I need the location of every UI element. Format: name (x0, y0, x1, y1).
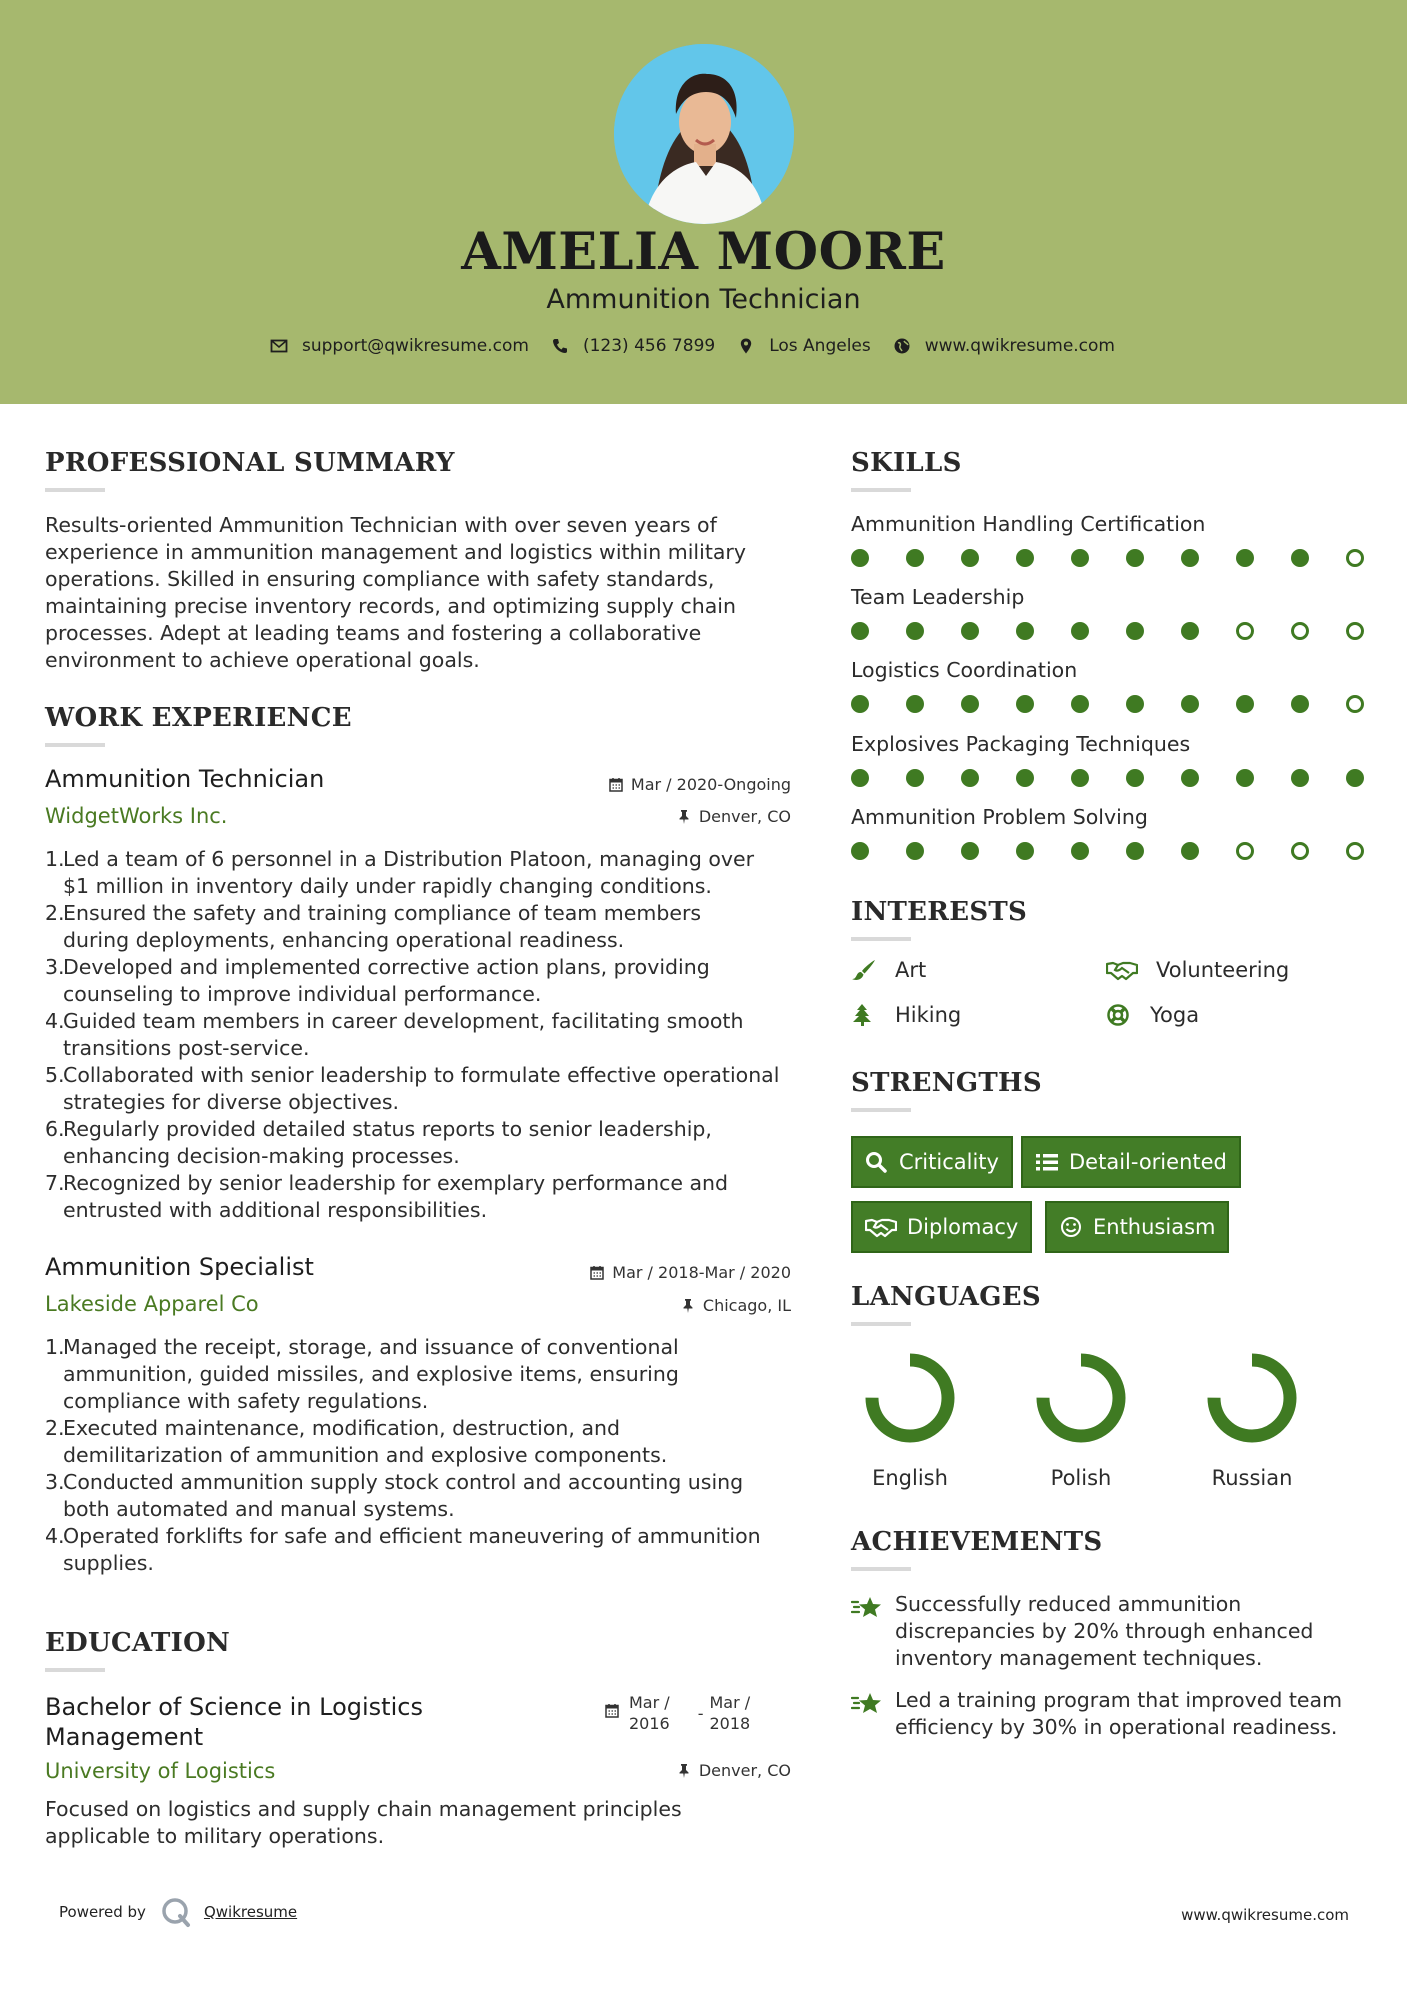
handshake-icon (865, 1216, 897, 1238)
lifebuoy-icon (1106, 1004, 1132, 1026)
rating-dot-filled (1126, 622, 1144, 640)
envelope-icon (270, 337, 288, 355)
rating-dot-empty (1346, 549, 1364, 567)
candidate-name: AMELIA MOORE (461, 222, 946, 282)
paintbrush-icon (851, 959, 877, 981)
rating-dot-filled (851, 842, 869, 860)
star-icon (851, 1593, 883, 1623)
interests-heading: INTERESTS (851, 897, 1028, 927)
strengths-heading: STRENGTHS (851, 1068, 1042, 1098)
summary-text: Results-oriented Ammunition Technician with over seven years of experience in ammunition management and logistics within military operations. Skilled in ensuring compliance with safety standards, maintaining precise inventory records, and optimizing supply chain processes. Adept at leading teams and fostering a collaborative environment to achieve operational goals. (45, 513, 746, 672)
rating-dot-filled (1236, 769, 1254, 787)
resume-header (0, 0, 1407, 404)
list-item: 5. Collaborated with senior leadership to formulate effective operational strategies for diverse objectives. (45, 1063, 780, 1114)
tree-icon (851, 1004, 877, 1026)
language-level-arc (1043, 1360, 1119, 1436)
contact-website[interactable]: www.qwikresume.com (924, 336, 1115, 356)
strength-badge: Detail-oriented (1021, 1136, 1241, 1188)
profile-photo (614, 44, 794, 224)
rating-dot-filled (1071, 769, 1089, 787)
rating-dot-filled (1016, 842, 1034, 860)
rating-dot-filled (961, 695, 979, 713)
rating-dot-filled (1236, 549, 1254, 567)
list-item: 2. Ensured the safety and training compliance of team members during deployments, enhancing operational readiness. (45, 901, 702, 952)
language-ring (1033, 1350, 1129, 1446)
skill-name: Team Leadership (851, 585, 1025, 609)
rating-dot-filled (1071, 842, 1089, 860)
calendar-icon (605, 1703, 619, 1718)
skill-rating (851, 769, 1401, 787)
skill-rating (851, 549, 1401, 567)
language-ring (862, 1350, 958, 1446)
rating-dot-filled (906, 695, 924, 713)
achievements-heading: ACHIEVEMENTS (851, 1527, 1103, 1557)
rating-dot-filled (851, 769, 869, 787)
rating-dot-filled (961, 549, 979, 567)
education-divider (45, 1668, 105, 1672)
language-russian: Russian (1197, 1350, 1307, 1490)
rating-dot-filled (1181, 769, 1199, 787)
pushpin-icon (681, 1298, 695, 1313)
calendar-icon (609, 777, 623, 792)
rating-dot-filled (1016, 622, 1034, 640)
map-marker-icon (737, 337, 755, 355)
rating-dot-filled (961, 769, 979, 787)
job-date: Mar / 2018-Mar / 2020 (590, 1263, 791, 1282)
language-ring (1204, 1350, 1300, 1446)
rating-dot-empty (1291, 622, 1309, 640)
rating-dot-filled (906, 549, 924, 567)
strength-badge: Enthusiasm (1045, 1201, 1229, 1253)
school-name: University of Logistics (45, 1759, 276, 1783)
list-item: 6. Regularly provided detailed status reports to senior leadership, enhancing decision-making processes. (45, 1117, 712, 1168)
list-item: 3. Conducted ammunition supply stock control and accounting using both automated and manual systems. (45, 1470, 744, 1521)
rating-dot-filled (1346, 769, 1364, 787)
rating-dot-empty (1236, 842, 1254, 860)
list-item: 7. Recognized by senior leadership for exemplary performance and entrusted with additional responsibilities. (45, 1171, 729, 1222)
language-polish: Polish (1026, 1350, 1136, 1490)
language-english: English (855, 1350, 965, 1490)
powered-by (59, 1896, 297, 1928)
rating-dot-empty (1291, 842, 1309, 860)
rating-dot-filled (851, 622, 869, 640)
skill-name: Logistics Coordination (851, 658, 1078, 682)
list-icon (1035, 1151, 1059, 1173)
search-icon (865, 1151, 889, 1173)
rating-dot-filled (1126, 769, 1144, 787)
globe-icon (893, 337, 911, 355)
rating-dot-filled (1291, 769, 1309, 787)
achievements-divider (851, 1567, 911, 1571)
language-level-arc (872, 1360, 948, 1436)
contact-bar (0, 336, 1407, 356)
interest-hiking: Hiking (851, 1003, 961, 1027)
contact-phone[interactable]: (123) 456 7899 (582, 336, 716, 356)
rating-dot-filled (1291, 549, 1309, 567)
interest-yoga: Yoga (1106, 1003, 1199, 1027)
experience-divider (45, 743, 105, 747)
interest-art: Art (851, 958, 926, 982)
rating-dot-empty (1346, 695, 1364, 713)
company-name: Lakeside Apparel Co (45, 1292, 259, 1316)
pushpin-icon (677, 809, 691, 824)
star-icon (851, 1689, 883, 1719)
rating-dot-filled (851, 549, 869, 567)
candidate-title: Ammunition Technician (546, 284, 861, 315)
smile-icon (1059, 1216, 1083, 1238)
rating-dot-empty (1346, 622, 1364, 640)
summary-divider (45, 488, 105, 492)
skill-name: Ammunition Problem Solving (851, 805, 1148, 829)
rating-dot-filled (906, 769, 924, 787)
job-date: Mar / 2020-Ongoing (609, 775, 791, 794)
contact-location: Los Angeles (769, 336, 871, 356)
education-dates: Mar / 2016 - Mar / 2018 (605, 1692, 750, 1734)
job-title: Ammunition Specialist (45, 1253, 314, 1281)
calendar-icon (590, 1265, 604, 1280)
company-name: WidgetWorks Inc. (45, 804, 228, 828)
skill-rating (851, 842, 1401, 860)
degree-title: Bachelor of Science in Logistics Management (45, 1693, 423, 1751)
strengths-divider (851, 1108, 911, 1112)
languages-divider (851, 1322, 911, 1326)
skill-rating (851, 695, 1401, 713)
footer-website[interactable]: www.qwikresume.com (1181, 1906, 1349, 1924)
strength-badge: Diplomacy (851, 1201, 1032, 1253)
rating-dot-filled (1016, 769, 1034, 787)
education-heading: EDUCATION (45, 1628, 231, 1658)
rating-dot-filled (906, 842, 924, 860)
rating-dot-empty (1346, 842, 1364, 860)
list-item: 4. Guided team members in career development, facilitating smooth transitions post-service. (45, 1009, 744, 1060)
skill-name: Ammunition Handling Certification (851, 512, 1206, 536)
skill-name: Explosives Packaging Techniques (851, 732, 1191, 756)
summary-heading: PROFESSIONAL SUMMARY (45, 448, 455, 478)
list-item: 3. Developed and implemented corrective action plans, providing counseling to improve individual performance. (45, 955, 710, 1006)
rating-dot-filled (1181, 842, 1199, 860)
job-duties-list (45, 1334, 805, 1577)
list-item: 2. Executed maintenance, modification, destruction, and demilitarization of ammunition and explosive components. (45, 1416, 668, 1467)
rating-dot-filled (1236, 695, 1254, 713)
qwikresume-logo-icon (160, 1896, 192, 1928)
job-duties-list (45, 846, 805, 1224)
list-item: 4. Operated forklifts for safe and efficient maneuvering of ammunition supplies. (45, 1524, 761, 1575)
achievement-item: Successfully reduced ammunition discrepancies by 20% through enhanced inventory management techniques. (851, 1591, 1371, 1672)
skills-divider (851, 488, 911, 492)
powered-by-label: Powered by (59, 1903, 146, 1921)
rating-dot-filled (1016, 549, 1034, 567)
rating-dot-filled (1071, 549, 1089, 567)
skill-rating (851, 622, 1401, 640)
rating-dot-filled (906, 622, 924, 640)
rating-dot-filled (961, 622, 979, 640)
job-title: Ammunition Technician (45, 765, 325, 793)
rating-dot-filled (1126, 842, 1144, 860)
experience-heading: WORK EXPERIENCE (45, 703, 352, 733)
interests-divider (851, 937, 911, 941)
rating-dot-filled (1181, 622, 1199, 640)
rating-dot-filled (851, 695, 869, 713)
rating-dot-filled (1016, 695, 1034, 713)
list-item: 1. Led a team of 6 personnel in a Distribution Platoon, managing over $1 million in inventory daily under rapidly changing conditions. (45, 847, 755, 898)
handshake-icon (1106, 959, 1138, 981)
education-location: Denver, CO (677, 1761, 791, 1780)
rating-dot-filled (961, 842, 979, 860)
rating-dot-filled (1126, 549, 1144, 567)
job-location: Denver, CO (677, 807, 791, 826)
qwikresume-link[interactable]: Qwikresume (203, 1903, 298, 1921)
job-location: Chicago, IL (681, 1296, 791, 1315)
languages-heading: LANGUAGES (851, 1282, 1041, 1312)
rating-dot-filled (1126, 695, 1144, 713)
rating-dot-filled (1071, 695, 1089, 713)
skills-heading: SKILLS (851, 448, 962, 478)
pushpin-icon (677, 1763, 691, 1778)
rating-dot-filled (1181, 549, 1199, 567)
rating-dot-filled (1291, 695, 1309, 713)
rating-dot-filled (1071, 622, 1089, 640)
interest-volunteering: Volunteering (1106, 958, 1289, 982)
rating-dot-filled (1181, 695, 1199, 713)
list-item: 1. Managed the receipt, storage, and issuance of conventional ammunition, guided missiles, and explosive items, ensuring compliance with safety regulations. (45, 1335, 679, 1413)
contact-email[interactable]: support@qwikresume.com (302, 336, 529, 356)
phone-icon (551, 337, 569, 355)
achievement-item: Led a training program that improved team efficiency by 30% in operational readiness. (851, 1687, 1371, 1741)
language-level-arc (1214, 1360, 1290, 1436)
education-description: Focused on logistics and supply chain management principles applicable to military operations. (45, 1797, 682, 1848)
rating-dot-empty (1236, 622, 1254, 640)
strength-badge: Criticality (851, 1136, 1013, 1188)
